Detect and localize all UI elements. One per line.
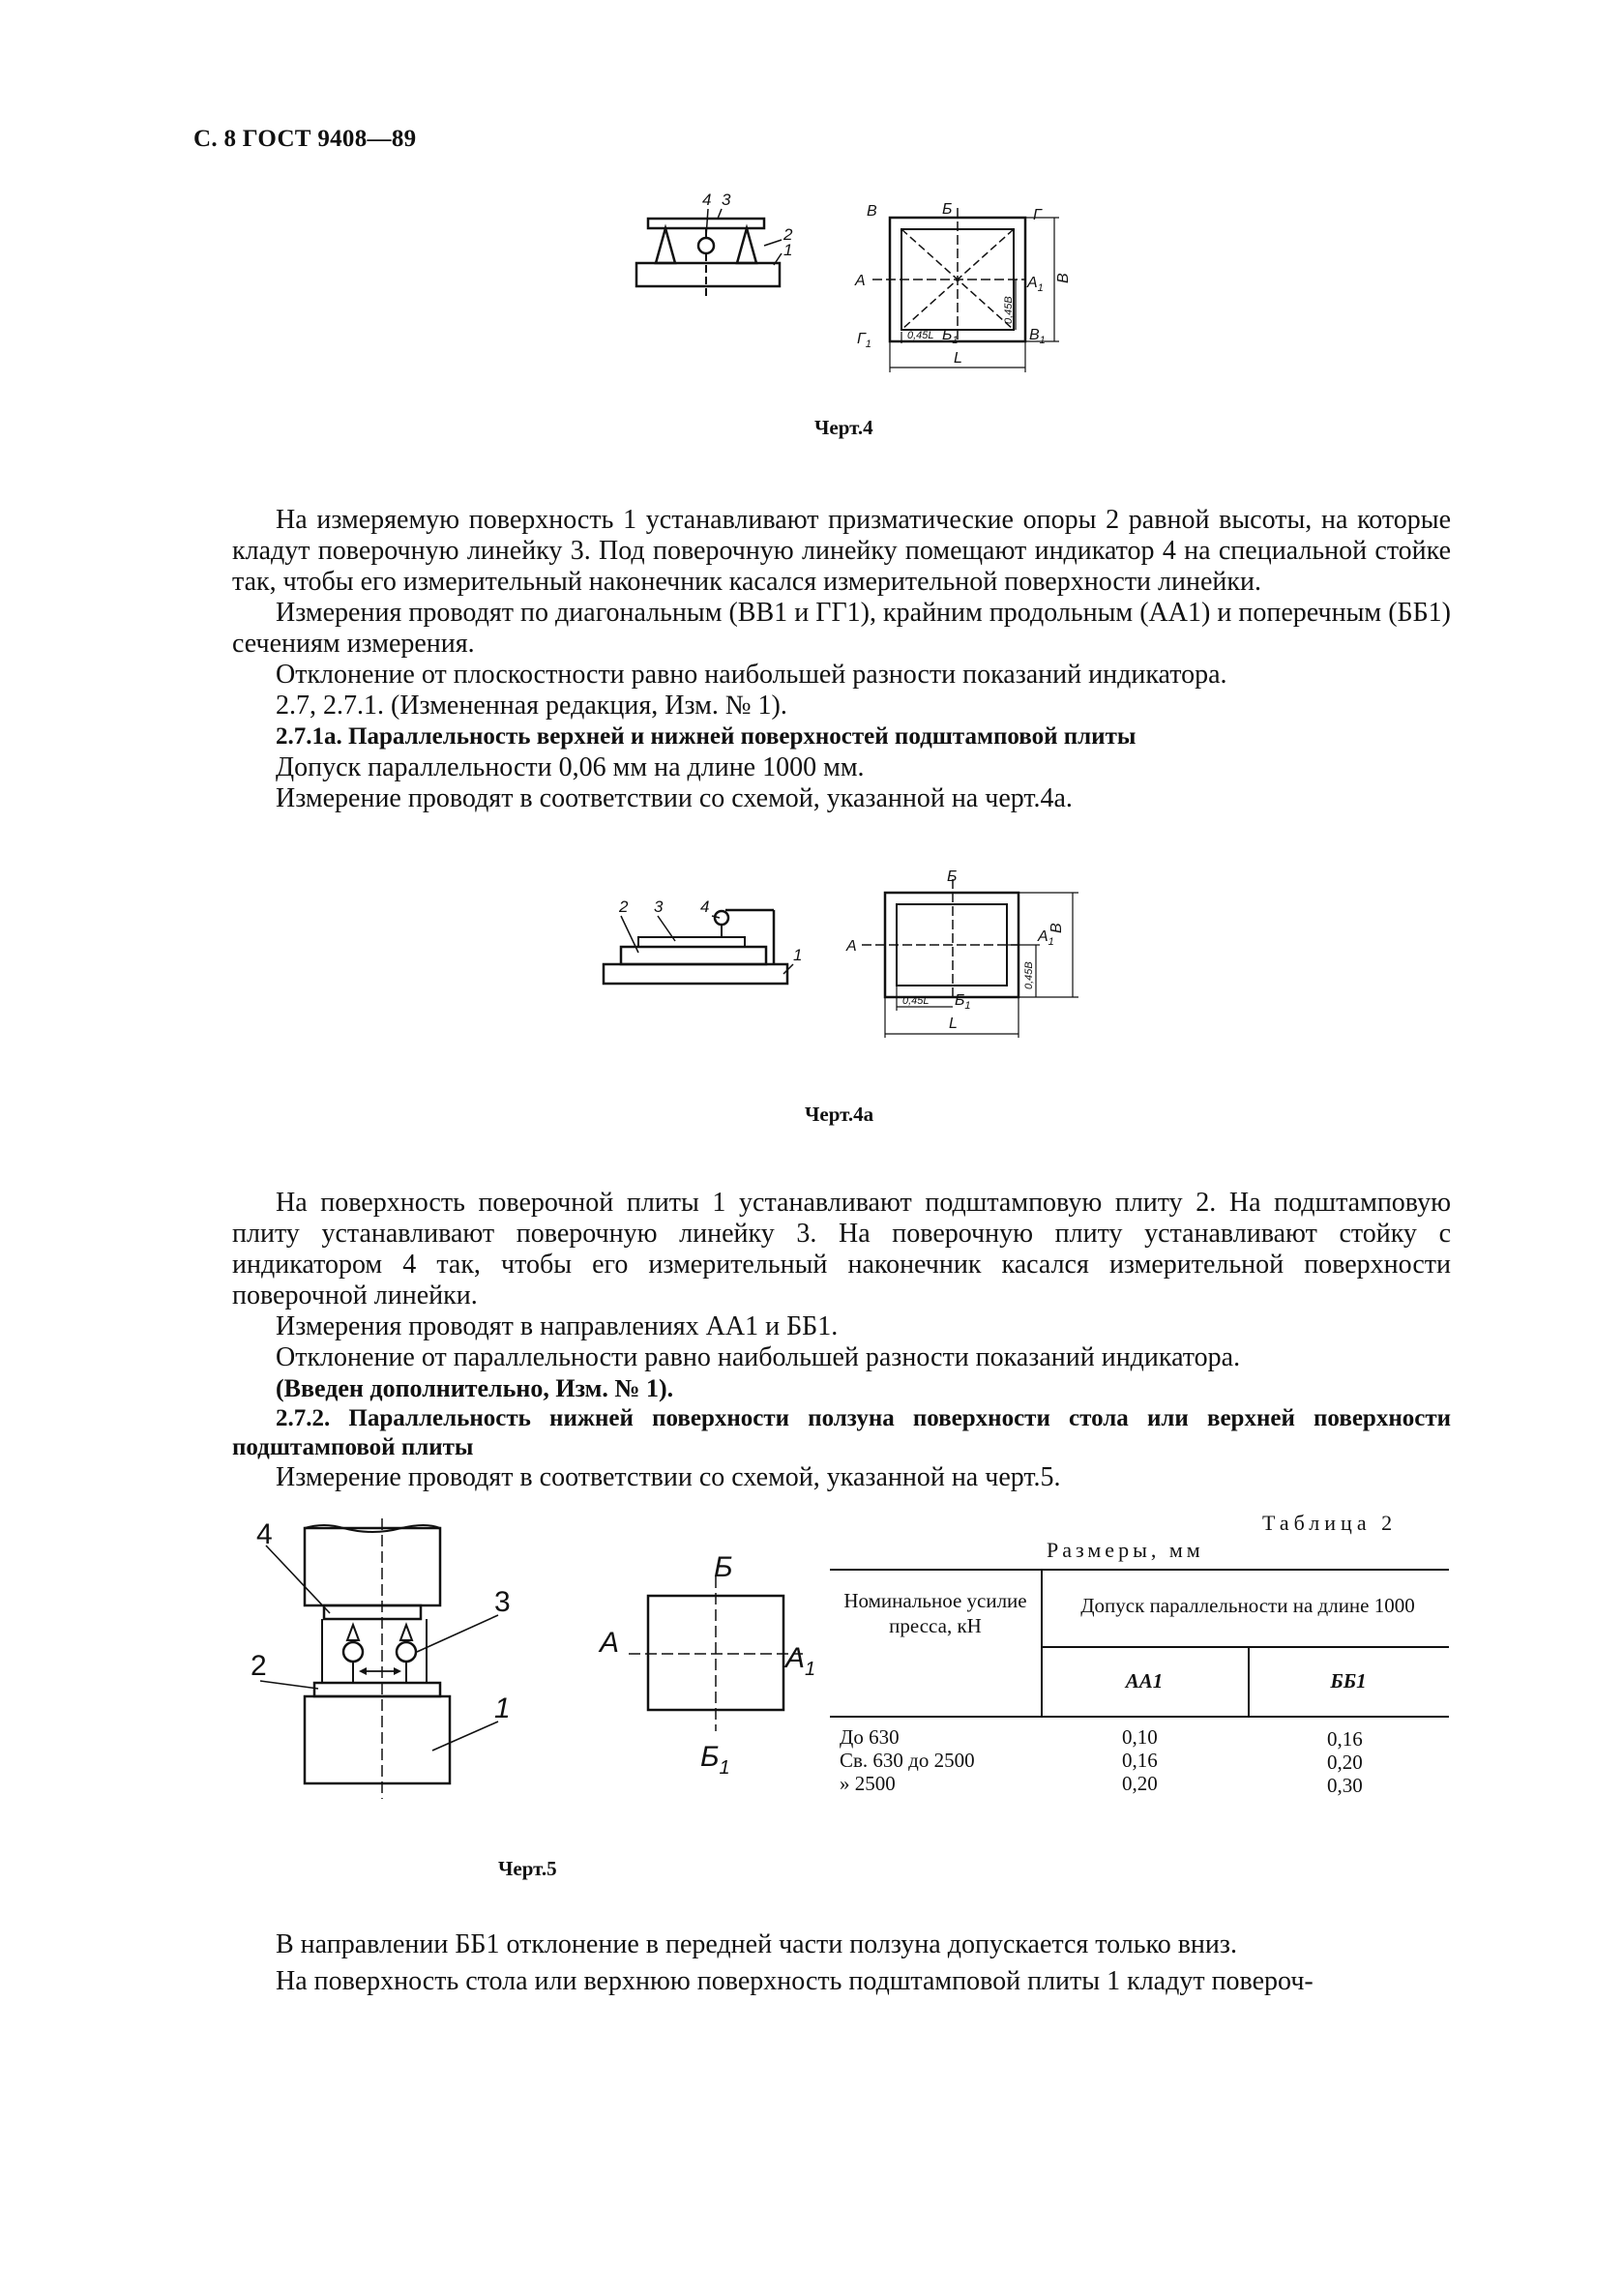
fig5-plan-a1: $А_1$	[785, 1642, 816, 1680]
para-2: Измерения проводят по диагональным (ВВ1 и ГГ1), крайним продольным (АА1) и поперечным (ББ1) сечениям измерения.	[232, 598, 1451, 659]
fig4a-plan-a1: $А_1$	[1038, 928, 1054, 948]
figure-4-caption: Черт.4	[814, 416, 873, 439]
fig5-label-2: 2	[251, 1650, 267, 1682]
fig4a-label-1: 1	[793, 946, 803, 964]
fig4-plan-045b: 0,45В	[1003, 296, 1015, 324]
fig4-plan-v: В	[867, 203, 877, 220]
table-col2-header: Допуск параллельности на длине 1000	[1080, 1594, 1415, 1617]
text-block-1	[232, 505, 1451, 814]
table-row: » 2500	[840, 1772, 896, 1795]
table-cell: 0,20	[1327, 1751, 1363, 1774]
page-header: С. 8 ГОСТ 9408—89	[193, 126, 417, 152]
para-6: Допуск параллельности 0,06 мм на длине 1000 мм.	[276, 752, 865, 782]
fig4-plan-b1: $Б_1$	[942, 327, 959, 346]
para-9: Измерения проводят в направлениях АА1 и ББ1.	[276, 1311, 839, 1341]
para-3: Отклонение от плоскостности равно наибольшей разности показаний индикатора.	[276, 660, 1227, 690]
figure-4-side-view	[629, 184, 803, 300]
para-8: На поверхность поверочной плиты 1 устанавливают подштамповую плиту 2. На подштамповую плиту устанавливают поверочную линейку 3. На поверочную плиту устанавливают стойку с индикатором 4 так, чтобы его измерительный наконечник касался измерительной поверхности поверочной линейки.	[232, 1188, 1451, 1310]
fig4a-label-4: 4	[700, 898, 710, 916]
figure-5-caption: Черт.5	[498, 1857, 557, 1880]
para-12-heading: 2.7.2. Параллельность нижней поверхности ползуна поверхности стола или верхней поверхности подштамповой плиты	[232, 1405, 1451, 1460]
text-block-2	[232, 1188, 1451, 1493]
para-13: Измерение проводят в соответствии со схемой, указанной на черт.5.	[276, 1462, 1061, 1492]
fig4-plan-a: А	[855, 273, 866, 289]
table-sub-aa: АА1	[1125, 1669, 1164, 1693]
fig4-label-4: 4	[702, 191, 712, 209]
fig4a-plan-b1: $Б_1$	[955, 992, 971, 1012]
fig4-label-1: 1	[783, 241, 793, 259]
fig5-label-1: 1	[494, 1693, 511, 1724]
table-cell: 0,10	[1122, 1725, 1158, 1749]
table-header-subrule	[1041, 1646, 1449, 1648]
para-14: В направлении ББ1 отклонение в передней части ползуна допускается только вниз.	[276, 1929, 1237, 1959]
text-block-3	[232, 1929, 1451, 1997]
figure-5-plan-view	[600, 1547, 822, 1789]
fig4a-plan-045l: 0,45L	[902, 995, 930, 1007]
fig4-plan-g1: $Г_1$	[857, 331, 871, 350]
fig4-plan-v1: $В_1$	[1029, 327, 1046, 346]
fig4-label-2: 2	[783, 225, 793, 244]
table-cell: 0,16	[1327, 1727, 1363, 1751]
table-col-bb	[1327, 1727, 1363, 1797]
fig4-plan-b: Б	[942, 201, 953, 218]
table-cell: 0,16	[1122, 1749, 1158, 1772]
para-7: Измерение проводят в соответствии со схемой, указанной на черт.4а.	[276, 783, 1073, 813]
fig4-plan-a1: $А_1$	[1027, 275, 1044, 294]
fig4-plan-l: L	[954, 350, 962, 367]
table-cell: 0,30	[1327, 1774, 1363, 1797]
fig4-plan-b-dim: В	[1055, 273, 1072, 283]
table-row: Св. 630 до 2500	[840, 1749, 975, 1772]
fig5-plan-b1: $Б_1$	[700, 1741, 730, 1779]
fig4a-label-3: 3	[654, 898, 664, 916]
table-col1-header: Номинальное усилие пресса, кН	[843, 1589, 1027, 1637]
fig4a-plan-l: L	[949, 1016, 958, 1032]
table-col-divider	[1041, 1569, 1043, 1716]
table-header-bottom-rule	[830, 1716, 1449, 1718]
para-5-heading: 2.7.1а. Параллельность верхней и нижней поверхностей подштамповой плиты	[276, 723, 1137, 750]
fig4-label-3: 3	[722, 191, 731, 209]
fig4-plan-045l: 0,45L	[907, 330, 934, 341]
fig5-plan-b: Б	[714, 1551, 733, 1583]
para-1: На измеряемую поверхность 1 устанавливают призматические опоры 2 равной высоты, на которые кладут поверочную линейку 3. Под поверочную линейку помещают индикатор 4 на специальной стойке так, чтобы его измерительный наконечник касался измерительной поверхности линейки.	[232, 505, 1451, 597]
para-4: 2.7, 2.7.1. (Измененная редакция, Изм. № 1).	[276, 691, 787, 721]
table-cell: 0,20	[1122, 1772, 1158, 1795]
fig5-label-3: 3	[494, 1586, 511, 1618]
fig4a-plan-b-dim: В	[1048, 923, 1065, 933]
fig5-label-4: 4	[256, 1518, 273, 1550]
para-15: На поверхность стола или верхнюю поверхность подштамповой плиты 1 кладут повероч-	[276, 1966, 1314, 1996]
table-col-force	[840, 1725, 975, 1795]
figure-4a-side-view	[600, 895, 803, 991]
fig4a-plan-a: А	[846, 938, 857, 955]
table-col-aa	[1122, 1725, 1158, 1795]
fig4a-plan-b: Б	[947, 868, 958, 885]
fig4a-plan-045b: 0,45В	[1023, 961, 1035, 989]
figure-5-side-view	[247, 1518, 537, 1799]
table-row: До 630	[840, 1725, 900, 1749]
table-units: Размеры, мм	[1047, 1538, 1204, 1562]
figure-4a-caption: Черт.4а	[805, 1103, 874, 1126]
table-top-rule	[830, 1569, 1449, 1571]
figure-4-plan-view	[851, 198, 1103, 387]
para-10: Отклонение от параллельности равно наибольшей разности показаний индикатора.	[276, 1342, 1241, 1372]
fig4a-label-2: 2	[619, 898, 629, 916]
fig4-plan-g: Г	[1033, 207, 1042, 223]
para-11: (Введен дополнительно, Изм. № 1).	[276, 1374, 674, 1402]
figure-4a-plan-view	[846, 866, 1088, 1049]
fig5-plan-a: А	[600, 1627, 620, 1659]
table-sub-bb: ББ1	[1330, 1669, 1367, 1693]
table-title: Таблица 2	[1262, 1511, 1398, 1535]
